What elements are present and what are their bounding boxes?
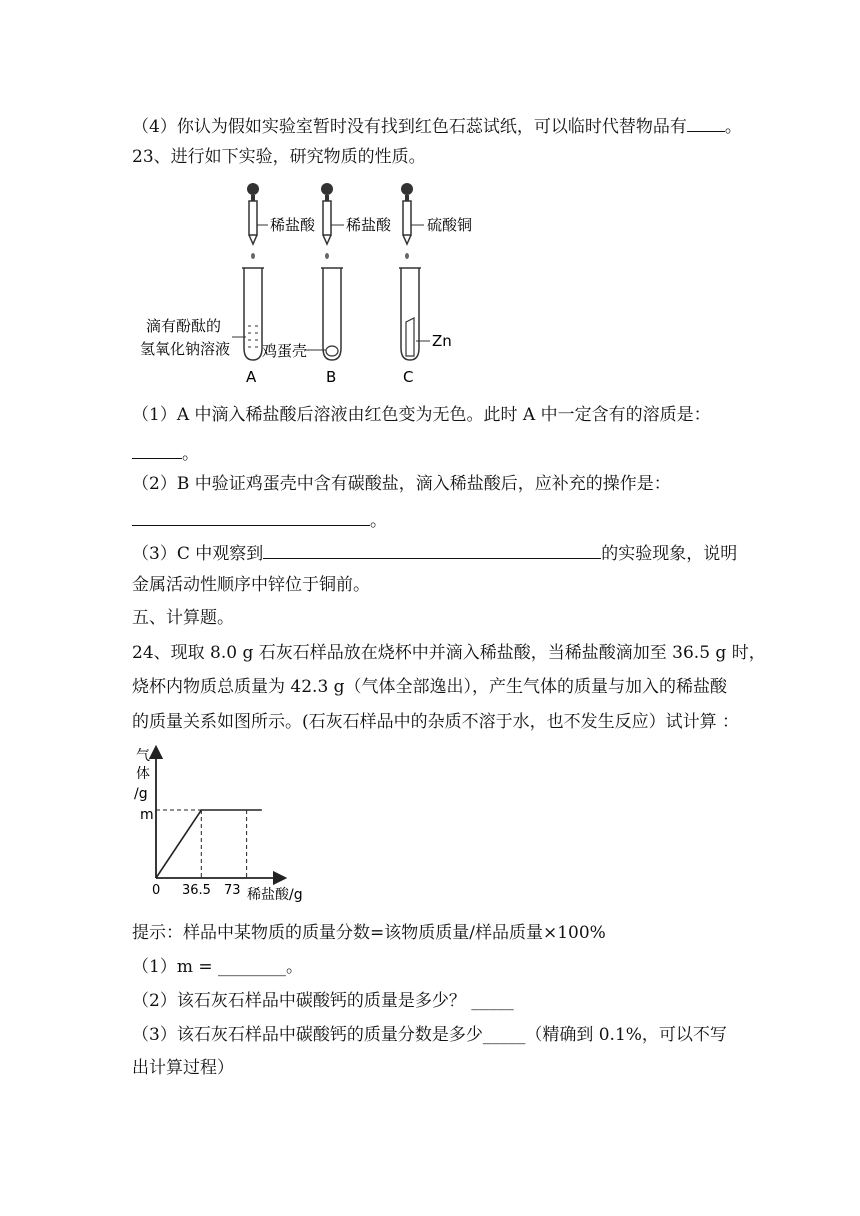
q24-sub2: （2）该石灰石样品中碳酸钙的质量是多少？ _____ [132,991,514,1011]
q22-part4: （4）你认为假如实验室暂时没有找到红色石蕊试纸，可以临时代替物品有 。 [132,113,742,138]
tube-a-label: A [246,368,257,386]
q24-sub3-line2: 出计算过程） [132,1058,234,1078]
y-axis-unit: /g [134,786,148,802]
solution-label-line2: 氢氧化钠溶液 [140,340,231,358]
q24-line2: 烧杯内物质总质量为 42.3 g（气体全部逸出），产生气体的质量与加入的稀盐酸 [132,677,728,697]
test-tube-c [399,268,430,360]
y-axis-label-2: 体 [136,766,150,782]
x-tick-label-73: 73 [224,883,241,898]
q23-title: 23、进行如下实验，研究物质的性质。 [132,147,426,167]
tube-b-label: B [326,368,337,386]
dropper-b [321,183,344,259]
dropper-b-label: 稀盐酸 [346,216,392,234]
dropper-c [401,183,424,259]
q24-hint: 提示：样品中某物质的质量分数=该物质质量/样品质量×100% [132,923,606,943]
test-tube-a [232,268,264,360]
y-axis-label-1: 气 [136,748,150,764]
dropper-a [247,183,268,259]
dropper-a-label: 稀盐酸 [270,216,316,234]
eggshell-label: 鸡蛋壳 [262,342,308,360]
y-tick-label-m: m [140,807,154,823]
q23-part2-answer: 。 [132,507,387,532]
tube-c-label: C [403,368,414,386]
q24-line1: 24、现取 8.0 g 石灰石样品放在烧杯中并滴入稀盐酸，当稀盐酸滴加至 36.5 g 时， [132,643,766,663]
q22-part4-text: （4）你认为假如实验室暂时没有找到红色石蕊试纸，可以临时代替物品有 [132,117,687,137]
solution-label-line1: 滴有酚酞的 [146,317,222,335]
q23-part3: （3）C 中观察到 的实验现象，说明 [132,540,737,565]
test-tube-b [306,268,343,360]
answer-blank[interactable] [132,507,370,526]
q23-part1: （1）A 中滴入稀盐酸后溶液由红色变为无色。此时 A 中一定含有的溶质是： [132,405,711,425]
answer-blank[interactable] [687,113,725,132]
gas-series-line [156,810,262,878]
answer-blank[interactable] [132,440,182,459]
q23-part3-cont: 金属活动性顺序中锌位于铜前。 [132,575,370,595]
section-title: 五、计算题。 [132,608,234,628]
answer-blank[interactable] [263,540,601,559]
zn-label: Zn [432,332,452,350]
test-tube-figure [140,180,500,390]
dropper-c-label: 硫酸铜 [427,216,473,234]
q24-sub1: （1）m = ________。 [132,957,303,977]
q24-sub3-line1: （3）该石灰石样品中碳酸钙的质量分数是多少_____（精确到 0.1%，可以不写 [132,1025,727,1045]
x-axis-label: 稀盐酸/g [247,887,303,903]
q23-part2: （2）B 中验证鸡蛋壳中含有碳酸盐，滴入稀盐酸后，应补充的操作是： [132,474,671,494]
q24-line3: 的质量关系如图所示。(石灰石样品中的杂质不溶于水，也不发生反应）试计算 ： [132,712,740,732]
x-tick-label-0: 0 [152,883,161,898]
q23-part1-answer: 。 [132,440,199,465]
x-tick-label-36-5: 36.5 [182,883,211,898]
gas-mass-chart [130,742,310,912]
